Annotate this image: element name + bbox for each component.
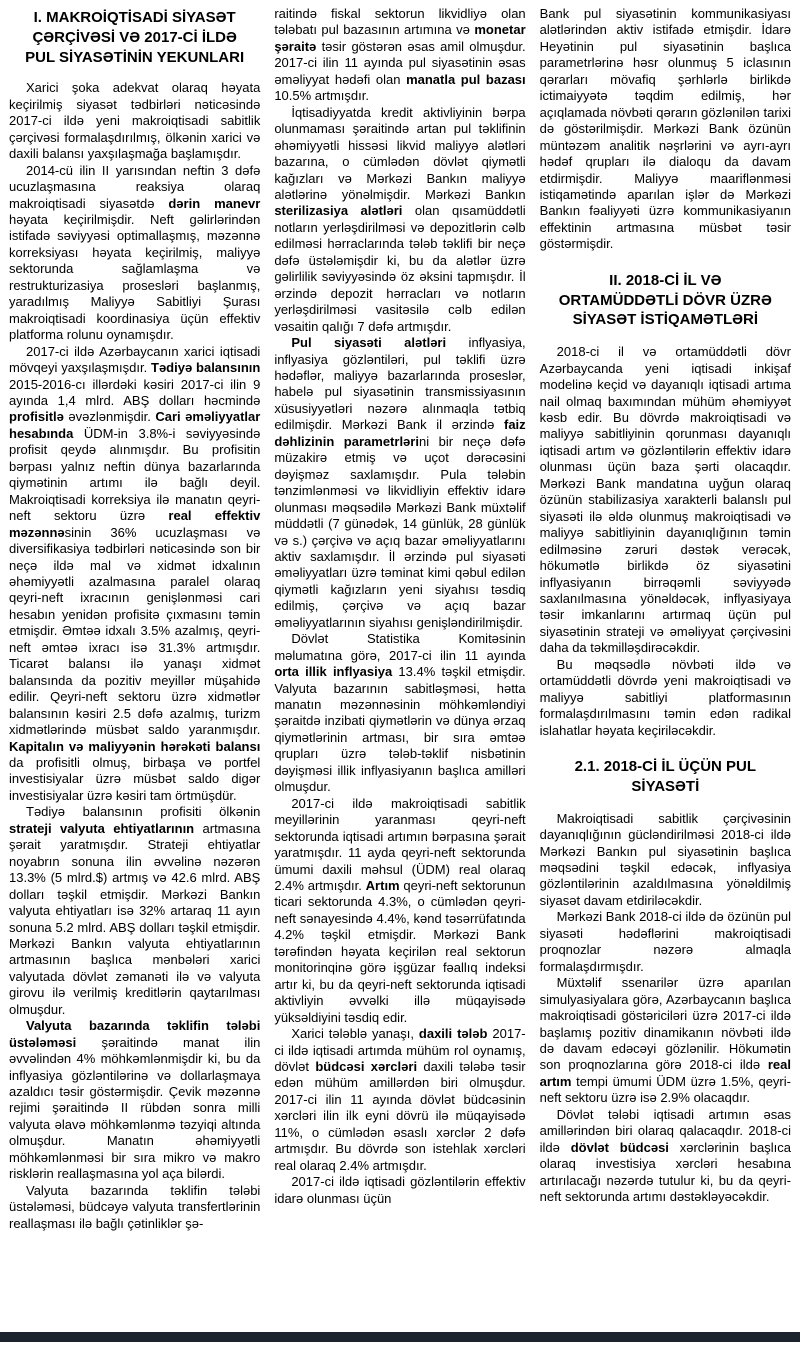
section-heading: 2.1. 2018-Cİ İL ÜÇÜN PUL SİYASƏTİ [574,758,757,795]
paragraph: raitində fiskal sektorun likvidliyə olan tələbatı pul bazasının artımına və monetar şəraitə təsir göstərən əsas amil olmuşdur. 2017-ci ilin 11 ayında pul siyasətinin əsas əməliyyat hədəfi olan manatla pul bazası 10.5% artmışdır. [274,6,526,104]
paragraph: Dövlət Statistika Komitəsinin məlumatına görə, 2017-ci ilin 11 ayında orta illik inflyasiya 13.4% təşkil etmişdir. Valyuta bazarının sabitləşməsi, hətta manatın məzənnəsinin möhkəmləndiyi şəraitdə inzibati qiymətlərin və dünya ərzaq qiymətlərinin artması, bir sıra əmtəə qrupları üzrə tələb-təklif nisbətinin dəyişməsi illik inflyasiyanın başlıca amilləri olmuşdur. [274,631,526,795]
paragraph: Tədiyə balansının profisiti ölkənin strateji valyuta ehtiyatlarının artmasına şərait yaratmışdır. Strateji ehtiyatlar noyabrın sonuna ilin əvvəlinə nəzərən 13.3% (5 mlrd.$) artmış və 42.6 mlrd. ABŞ dolları təşkil etmişdir. Mərkəzi Bankın valyuta ehtiyatları isə 32% artaraq 11 ayın sonuna 5.2 mlrd. ABŞ dolları təşkil etmişdir. Mərkəzi Bankın valyuta ehtiyatlarının artmasının başlıca mənbələri xarici valyutada dövlət zəmanəti ilə və valyuta girovu ilə verilmiş kreditlərin qaytarılması olmuşdur. [9,804,261,1017]
paragraph: Xarici şoka adekvat olaraq həyata keçirilmiş siyasət tədbirləri nəticəsində 2017-ci ildə yeni makroiqtisadi sabitlik çərçivəsi formalaşdırılmış, ölkənin xarici və daxili balansı yaxşılaşmağa başlamışdır. [9,80,261,162]
paragraph: Valyuta bazarında təklifin tələbi üstələməsi, büdcəyə valyuta transfertlərinin reallaşması ilə bağlı çətinliklər şə- [9,1182,261,1231]
paragraph: Müxtəlif ssenarilər üzrə aparılan simulyasiyalara görə, Azərbaycanın başlıca makroiqtisadi göstəriciləri üzrə 2017-ci ildə başlamış pozitiv dinamikanın növbəti ildə də davam edəcəyi gözlənilir. Hökumətin son proqnozlarına görə 2018-ci ildə real artım tempi ümumi ÜDM üzrə 1.5%, qeyri-neft sektoru üzrə isə 2.9% olacaqdır. [539,975,791,1106]
column-3 [540,6,791,1232]
paragraph: Makroiqtisadi sabitlik çərçivəsinin dayanıqlığının gücləndirilməsi 2018-ci ildə Mərkəzi Bankın pul siyasətinin başlıca məqsədini təşkil edəcək, inflyasiya gözləntilərinin azaldılmasına yönəldilmiş siyasət davam etdiriləcəkdir. [539,810,791,908]
paragraph: Dövlət tələbi iqtisadi artımın əsas amillərindən biri olaraq qalacaqdır. 2018-ci ildə dövlət büdcəsi xərclərinin başlıca olaraq investisiya xərcləri hesabına artırılacağı nəzərdə tutulur ki, bu da qeyri-neft sektorunda artımı dəstəkləyəcəkdir. [539,1106,791,1205]
paragraph: Bank pul siyasətinin kommunikasiyası alətlərindən aktiv istifadə etmişdir. İdarə Heyətinin pul siyasətinin başlıca parametrlərinə həsr olunmuş 5 iclasının qərarları mövafiq şərhlərlə birlikdə ictimaiyyətə təqdim edilmiş, hər açıqlamada növbəti qərarın gözlənilən tarixi də göstərilmişdir. Mərkəzi Bank özünün müntəzəm analitik nəşrlərini və ayrı-ayrı hədəf qrupları ilə dialoqu da davam etdirmişdir. Maliyyə maariflənməsi istiqamətində aparılan işlər də Mərkəzi Bankın fəaliyyəti üzrə kommunikasiyanın effektinin artmasına müsbət təsir göstərmişdir. [539,6,791,252]
paragraph: Valyuta bazarında təklifin tələbi üstələməsi şəraitində manat ilin əvvəlindən 4% möhkəmlənmişdir ki, bu da inflyasiya gözləntilərinə və dollarlaşmaya azaldıcı təsir göstərmişdir. Çevik məzənnə rejimi şəraitində II rübdən sonra milli valyuta əlavə möhkəmlənmə təzyiqi altında olmuşdur. Manatın əhəmiyyətli möhkəmlənməsi bir sıra mikro və makro risklərin reallaşmasına yol aça bilərdi. [9,1018,261,1182]
section-heading: I. MAKROİQTİSADİ SİYASƏT ÇƏRÇİVƏSİ VƏ 2017-Cİ İLDƏ PUL SİYASƏTİNİN YEKUNLARI [25,9,245,66]
paragraph: Bu məqsədlə növbəti ildə və ortamüddətli dövrdə yeni makroiqtisadi və maliyyə sabitliyi platformasının formalaşdırılmasını təmin edən radikal islahatlar həyata keçiriləcəkdir. [539,656,791,738]
column-2 [274,6,525,1232]
paragraph: Pul siyasəti alətləri inflyasiya, inflyasiya gözləntiləri, pul təklifi üzrə hədəflər, maliyyə bazarlarında proseslər, habelə pul siyasətinin transmissiyasının xüsusiyyətləri nəzərə alınmaqla tətbiq edilmişdir. Mərkəzi Bank il ərzində faiz dəhlizinin parametrlərini bir neçə dəfə müzakirə etmiş və uçot dərəcəsini dəyişməz saxlamışdır. Pula tələbin tənzimlənməsi və likvidliyin effektiv idarə olunması məqsədilə Mərkəzi Bank müxtəlif müddətli (7 günədək, 14 günlük, 28 günlük və s.) çərçivə və açıq bazar əməliyyatlarını aktiv saxlamışdır. İl ərzində pul siyasəti əməliyyatları üzrə təminat kimi qəbul edilən qiymətli kağızların yeni siyahısı təsdiq edilmiş, çərçivə və açıq bazar əməliyyatlarının siyahısı genişləndirilmişdir. [274,335,526,630]
paragraph: Xarici tələblə yanaşı, daxili tələb 2017-ci ildə iqtisadi artımda mühüm rol oynamış, dövlət büdcəsi xərcləri daxili tələbə təsir edən mühüm amillərdən biri olmuşdur. 2017-ci ilin 11 ayında dövlət büdcəsinin xərcləri ilin ilk eyni dövrü ilə müqayisədə 11%, o cümlədən əsaslı xərclər 2 dəfə artmışdır. Bu dövrdə son istehlak xərcləri real olaraq 2.4% artmışdır. [274,1026,526,1173]
paragraph: Mərkəzi Bank 2018-ci ildə də özünün pul siyasəti hədəflərini makroiqtisadi proqnozlar nəzərə almaqla formalaşdırmışdır. [539,909,791,974]
paragraph: İqtisadiyyatda kredit aktivliyinin bərpa olunmaması şəraitində artan pul təklifinin əhəmiyyətli hissəsi likvid maliyyə alətləri bazarına, o cümlədən dövlət qiymətli kağızları və Mərkəzi Bankın maliyyə alətlərinə yönəlmişdir. Mərkəzi Bankın sterilizasiya alətləri olan qısamüddətli notların yerləşdirilməsi və depozitlərin cəlb edilməsi hərraclarında tələb təklifi bir neçə dəfə üstələmişdir ki, bu da alətlər üzrə gəlirlilik səviyyəsində öz əksini tapmışdır. İl ərzində depozit hərracları və notların yerləşdirilməsi vasitəsilə cəlb edilən vəsaitin qalığı 7 dəfə artmışdır. [274,104,526,334]
footer-bar [0,1332,800,1342]
paragraph: 2014-cü ilin II yarısından neftin 3 dəfə ucuzlaşmasına reaksiya olaraq makroiqtisadi siyasətdə dərin manevr həyata keçirilmişdir. Neft gəlirlərindən istifadə səviyyəsi optimallaşmış, məzənnə korreksiyası həyata keçirilmiş, maliyyə sektorunda sağlamlaşma və restrukturizasiya prosesləri başlanmış, yaradılmış Maliyyə Sabitliyi Şurası makroiqtisadi koordinasiya üçün effektiv platforma rolunu oynamışdır. [9,162,261,343]
paragraph: 2018-ci il və ortamüddətli dövr Azərbaycanda yeni iqtisadi inkişaf modelinə keçid və dayanıqlı iqtisadi artıma nail olmaq baxımından mühüm əhəmiyyət kəsb edir. Bu dövrdə makroiqtisadi və maliyyə sabitliyinin qorunması dayanıqlı iqtisadi artım və gözləntilərin effektiv idarə olunması üçün baza şərti olacaqdır. Mərkəzi Bank mandatına uyğun olaraq özünün stabilizasiya xarakterli balanslı pul siyasəti ilə əldə olunmuş makroiqtisadi və maliyyə sabitliyinin dayanıqlığının təmin edilməsinə zəruri dəstək verəcək, hökumətlə birlikdə öz siyasətini inflyasiyanın birrəqəmli səviyyədə saxlanılmasına yönəldəcək, inflyasiyaya təsir imkanlarını artırmaq üçün pul siyasətinin strateji və əməliyyat çərçivəsini daha da təkmilləşdirəcəkdir. [539,344,791,656]
paragraph: 2017-ci ildə makroiqtisadi sabitlik meyillərinin yaranması qeyri-neft sektorunda iqtisadi artımın bərpasına şərait yaratmışdır. 11 ayda qeyri-neft sektorunda ümumi daxili məhsul (ÜDM) real olaraq 2.4% artmışdır. Artım qeyri-neft sektorunun ticari sektorunda 4.3%, o cümlədən qeyri-neft sənayesində 4.4%, kənd təsərrüfatında 4.2% təşkil etmişdir. Mərkəzi Bank tərəfindən həyata keçirilən real sektorun monitorinqinə görə işgüzar fəallıq indeksi artır ki, bu da qeyri-neft sektorunda iqtisadi aktivliyin əvvəlki illə müqayisədə yüksəldiyini təsdiq edir. [274,795,526,1025]
paragraph: 2017-ci ildə Azərbaycanın xarici iqtisadi mövqeyi yaxşılaşmışdır. Tədiyə balansının 2015-2016-cı illərdəki kəsiri 2017-ci ilin 9 ayında 1,4 mlrd. ABŞ dolları həcmində profisitlə əvəzlənmişdir. Cari əməliyyatlar hesabında ÜDM-in 3.8%-i səviyyəsində profisit qeydə alınmışdır. Bu profisitin bərpası yalnız neftin dünya bazarlarında qiymətinin artımı ilə bağlı deyil. Makroiqtisadi korreksiya ilə manatın qeyri-neft sektoru üzrə real effektiv məzənnəsinin 36% ucuzlaşması və diversifikasiya tədbirləri nəticəsində son bir neçə ildə mal və xidmət idxalının əhəmiyyətli azalmasına paralel olaraq qeyri-neft ixracının genişlənməsi cari hesabın yenidən profisitə çıxmasını təmin etmişdir. Əmtəə idxalı 3.5% azalmış, qeyri-neft əmtəə ixracı isə 31.3% artmışdır. Ticarət balansı ilə yanaşı xidmət balansında da pozitiv meyillər müşahidə edilir. Qeyri-neft sektoru üzrə xidmətlər balansının kəsiri 2.5 dəfə azalmış, turizm xidmətlərində müsbət saldo yaranmışdır. Kapitalın və maliyyənin hərəkəti balansı da profisitli olmuş, birbaşa və portfel investisiyalar üzrə müsbət saldo digər investisiyalar üzrə kəsiri tam örtmüşdür. [9,343,261,803]
section-heading: II. 2018-Cİ İL VƏ ORTAMÜDDƏTLİ DÖVR ÜZRƏ SİYASƏT İSTİQAMƏTLƏRİ [558,271,772,329]
paragraph: 2017-ci ildə iqtisadi gözləntilərin effektiv idarə olunması üçün [274,1174,526,1206]
column-1 [9,6,260,1232]
